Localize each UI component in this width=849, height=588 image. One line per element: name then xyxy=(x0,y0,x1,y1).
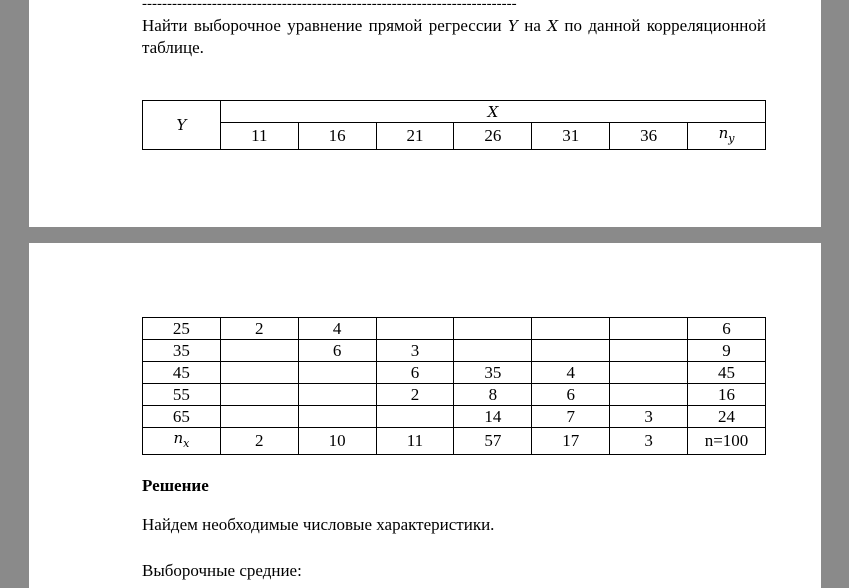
frequency-cell: 2 xyxy=(376,384,454,406)
frequency-cell xyxy=(220,340,298,362)
frequency-cell: 7 xyxy=(532,406,610,428)
variable-y: Y xyxy=(507,17,518,35)
nx-subscript: x xyxy=(183,437,190,450)
x-value-cell: 31 xyxy=(532,123,610,150)
task-statement xyxy=(142,15,766,59)
nx-label: n xyxy=(173,429,184,447)
frequency-cell: 8 xyxy=(454,384,532,406)
intro-paragraph: Найдем необходимые числовые характеристики. xyxy=(142,515,495,534)
correlation-table-header xyxy=(142,100,766,150)
x-header-cell: X xyxy=(220,101,765,123)
ny-cell: 24 xyxy=(687,406,765,428)
frequency-cell xyxy=(298,384,376,406)
frequency-cell: 4 xyxy=(298,318,376,340)
frequency-cell: 4 xyxy=(532,362,610,384)
frequency-cell xyxy=(610,384,688,406)
y-header-cell: Y xyxy=(143,101,221,150)
frequency-cell: 2 xyxy=(220,318,298,340)
nx-cell: 10 xyxy=(298,428,376,455)
ny-header-cell xyxy=(688,123,766,150)
variable-x: X xyxy=(547,17,558,35)
x-value-cell: 21 xyxy=(376,123,454,150)
frequency-cell xyxy=(220,406,298,428)
nx-cell: 3 xyxy=(610,428,688,455)
task-text-part3: по данной корреляционной таблице. xyxy=(142,16,766,57)
y-value-cell: 45 xyxy=(143,362,221,384)
task-text-part2: на xyxy=(517,16,548,35)
frequency-cell xyxy=(220,362,298,384)
frequency-cell: 14 xyxy=(454,406,532,428)
nx-cell: 2 xyxy=(220,428,298,455)
y-value-cell: 55 xyxy=(143,384,221,406)
frequency-cell xyxy=(298,362,376,384)
frequency-cell: 35 xyxy=(454,362,532,384)
ny-label: n xyxy=(718,124,729,142)
frequency-cell xyxy=(532,340,610,362)
nx-cell: 57 xyxy=(454,428,532,455)
frequency-cell xyxy=(454,318,532,340)
task-text-part1: Найти выборочное уравнение прямой регрессии xyxy=(142,16,508,35)
frequency-cell xyxy=(376,406,454,428)
frequency-cell: 3 xyxy=(610,406,688,428)
total-n-cell: n=100 xyxy=(687,428,765,455)
table-row xyxy=(143,406,766,428)
nx-cell: 17 xyxy=(532,428,610,455)
y-value-cell: 65 xyxy=(143,406,221,428)
frequency-cell xyxy=(532,318,610,340)
frequency-cell: 6 xyxy=(532,384,610,406)
ny-cell: 45 xyxy=(687,362,765,384)
table-row xyxy=(143,384,766,406)
frequency-cell xyxy=(610,362,688,384)
frequency-cell: 6 xyxy=(298,340,376,362)
document-page-1 xyxy=(29,0,821,227)
frequency-cell xyxy=(376,318,454,340)
solution-heading: Решение xyxy=(142,476,209,495)
means-paragraph: Выборочные средние: xyxy=(142,561,302,580)
totals-row xyxy=(143,428,766,455)
frequency-cell xyxy=(298,406,376,428)
nx-label-cell xyxy=(143,428,221,455)
x-value-cell: 11 xyxy=(220,123,298,150)
table-row xyxy=(143,340,766,362)
frequency-cell xyxy=(610,318,688,340)
nx-cell: 11 xyxy=(376,428,454,455)
correlation-table-body xyxy=(142,317,766,455)
frequency-cell: 6 xyxy=(376,362,454,384)
x-value-cell: 26 xyxy=(454,123,532,150)
frequency-cell xyxy=(610,340,688,362)
x-value-cell: 36 xyxy=(610,123,688,150)
ny-cell: 6 xyxy=(687,318,765,340)
table-row xyxy=(143,318,766,340)
table-row xyxy=(143,362,766,384)
x-value-cell: 16 xyxy=(298,123,376,150)
ny-cell: 9 xyxy=(687,340,765,362)
ny-cell: 16 xyxy=(687,384,765,406)
ny-subscript: y xyxy=(728,132,735,145)
separator-line: --------------------------------------------------------------------------- xyxy=(142,0,517,12)
document-page-2 xyxy=(29,243,821,588)
frequency-cell xyxy=(220,384,298,406)
frequency-cell xyxy=(454,340,532,362)
y-value-cell: 35 xyxy=(143,340,221,362)
y-value-cell: 25 xyxy=(143,318,221,340)
frequency-cell: 3 xyxy=(376,340,454,362)
